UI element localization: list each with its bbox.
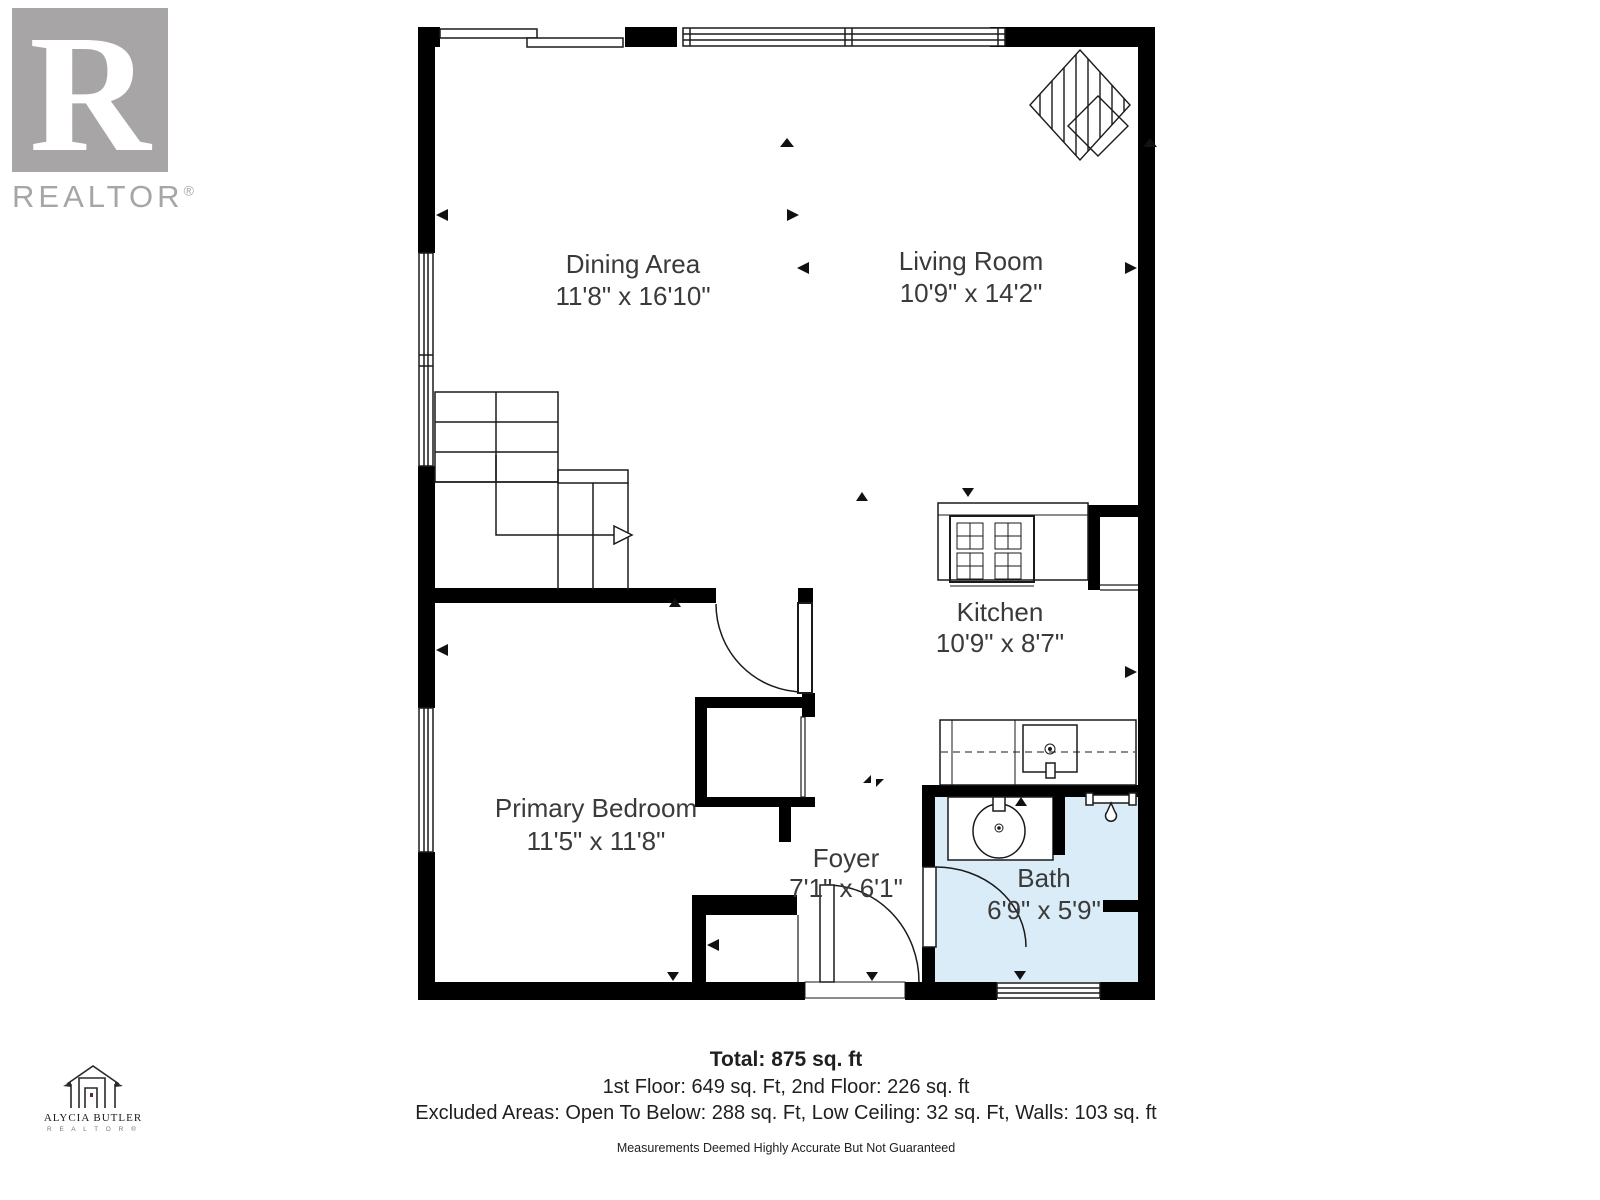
room-label-living: Living Room	[898, 246, 1044, 276]
summary-disclaimer: Measurements Deemed Highly Accurate But Not Guaranteed	[616, 1141, 956, 1155]
floor-summary	[186, 1048, 1386, 1168]
summary-floors: 1st Floor: 649 sq. Ft, 2nd Floor: 226 sq. ft	[602, 1076, 970, 1098]
top-window-icon	[683, 28, 1005, 46]
realtor-logo	[12, 8, 212, 215]
realtor-wordmark-text: REALTOR	[12, 179, 184, 214]
entry-threshold	[805, 982, 905, 998]
room-dims-bath: 6'9" x 5'9"	[987, 895, 1101, 925]
room-label-bath: Bath	[1017, 863, 1071, 893]
room-dims-living: 10'9" x 14'2"	[899, 278, 1043, 308]
stove-icon	[938, 503, 1088, 586]
stairs-direction-arrow	[614, 526, 632, 544]
svg-text:R: R	[29, 8, 151, 172]
bedroom-door-icon	[716, 603, 812, 693]
room-dims-foyer: 7'1" x 6'1"	[789, 873, 903, 903]
room-dims-bedroom: 11'5" x 11'8"	[526, 826, 666, 856]
registered-mark: ®	[183, 182, 194, 199]
agent-subtitle: R E A L T O R ®	[47, 1126, 139, 1133]
vanity-sink-icon	[948, 797, 1053, 860]
summary-total: Total: 875 sq. ft	[709, 1048, 863, 1071]
skylight-icon	[1030, 45, 1130, 165]
realtor-r-icon	[12, 8, 168, 172]
bath-window-icon	[997, 983, 1100, 998]
room-dims-dining: 11'8" x 16'10"	[555, 281, 711, 311]
room-label-dining: Dining Area	[565, 249, 701, 279]
room-label-foyer: Foyer	[812, 843, 880, 873]
realtor-wordmark	[12, 179, 212, 215]
left-lower-window-icon	[419, 708, 433, 852]
agent-name: ALYCIA BUTLER	[43, 1112, 143, 1124]
kitchen-counter	[940, 720, 1136, 785]
summary-excluded: Excluded Areas: Open To Below: 288 sq. Ft, Low Ceiling: 32 sq. Ft, Walls: 103 sq. ft	[415, 1102, 1157, 1124]
room-label-bedroom: Primary Bedroom	[494, 793, 698, 823]
sliding-door-icon	[440, 29, 623, 47]
house-icon	[61, 1062, 125, 1110]
room-dims-kitchen: 10'9" x 8'7"	[935, 628, 1065, 658]
agent-logo	[28, 1062, 158, 1133]
vanity-wall-stub	[1053, 797, 1065, 855]
stairs-icon	[435, 392, 632, 590]
room-label-kitchen: Kitchen	[956, 597, 1044, 627]
left-window-icon	[419, 253, 433, 466]
